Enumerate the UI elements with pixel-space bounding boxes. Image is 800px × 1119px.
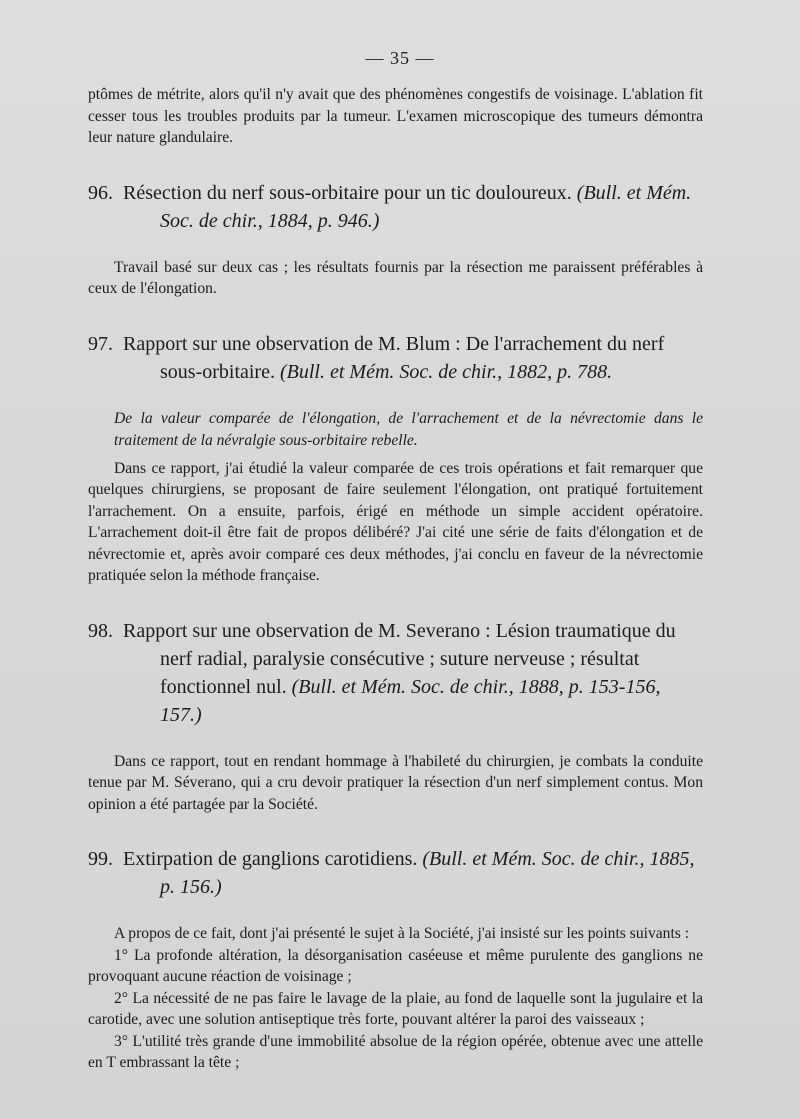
entry-subtitle: De la valeur comparée de l'élongation, de l'arrachement et de la névrectomie dans le traitement de la névralgie sous-orbitaire rebelle.	[114, 409, 703, 449]
entry-number: 97.	[88, 332, 113, 355]
entry-paragraph: A propos de ce fait, dont j'ai présenté le sujet à la Société, j'ai insisté sur les points suivants :	[114, 925, 690, 942]
entry-paragraph: Travail basé sur deux cas ; les résultats fournis par la résection me paraissent préférables à ceux de l'élongation.	[88, 258, 703, 297]
entry-98	[88, 617, 703, 816]
entry-reference: (Bull. et Mém. Soc. de chir., 1885, p. 156.)	[160, 848, 695, 898]
entry-number: 96.	[88, 181, 113, 204]
entry-number: 99.	[88, 848, 113, 870]
entry-title-text: Rapport sur une observation de M. Blum : De l'arrachement du nerf sous-orbitaire.	[123, 332, 665, 383]
entry-paragraph: Dans ce rapport, tout en rendant hommage à l'habileté du chirurgien, je combats la conduite tenue par M. Séverano, qui a cru devoir pratiquer la résection d'un nerf simplement contus. Mon opinion a été partagée par la Société.	[88, 752, 703, 813]
entry-reference: (Bull. et Mém. Soc. de chir., 1884, p. 946.)	[160, 181, 692, 232]
entry-title	[88, 330, 703, 386]
entry-paragraph: Dans ce rapport, j'ai étudié la valeur comparée de ces trois opérations et fait remarquer que quelques chirurgiens, se proposant de faire seulement l'élongation, ont pratiqué fortuitement l'arrachement. On a ensuite, parfois, érigé en méthode un simple accident opératoire. L'arrachement doit-il être fait de propos délibéré? J'ai cité une série de faits d'élongation et de névrectomie et, après avoir comparé ces deux méthodes, j'ai conclu en faveur de la névrectomie pratiquée selon la méthode française.	[88, 459, 703, 584]
list-item: 2° La nécessité de ne pas faire le lavage de la plaie, au fond de laquelle sont la jugulaire et la carotide, avec une solution antiseptique très forte, pouvant altérer la paroi des vaisseaux ;	[88, 989, 703, 1028]
entry-99	[88, 845, 703, 1074]
entry-number: 98.	[88, 619, 113, 642]
entry-title-text: Extirpation de ganglions carotidiens.	[123, 848, 418, 870]
entry-title	[88, 617, 703, 729]
entry-title-text: Résection du nerf sous-orbitaire pour un tic douloureux.	[123, 181, 572, 204]
list-item: 1° La profonde altération, la désorganisation caséeuse et même purulente des ganglions ne provoquant aucune réaction de voisinage ;	[88, 946, 703, 985]
entry-96	[88, 179, 703, 300]
entry-reference: (Bull. et Mém. Soc. de chir., 1882, p. 788.	[279, 360, 613, 383]
intro-paragraph: ptômes de métrite, alors qu'il n'y avait que des phénomènes congestifs de voisinage. L'ablation fit cesser tous les troubles produits par la tumeur. L'examen microscopique des tumeurs démontra leur nature glandulaire.	[88, 86, 703, 146]
entry-reference: (Bull. et Mém. Soc. de chir., 1888, p. 153-156, 157.)	[160, 675, 661, 726]
entry-title	[88, 179, 703, 235]
page-content	[88, 84, 703, 1074]
entry-title	[88, 845, 703, 901]
list-item: 3° L'utilité très grande d'une immobilité absolue de la région opérée, obtenue avec une attelle en T embrassant la tête ;	[88, 1032, 703, 1071]
page-number: — 35 —	[365, 48, 435, 68]
entry-title-text: Rapport sur une observation de M. Severano : Lésion traumatique du nerf radial, paralysie consécutive ; suture nerveuse ; résultat fonctionnel nul.	[123, 619, 676, 698]
entry-97	[88, 330, 703, 587]
